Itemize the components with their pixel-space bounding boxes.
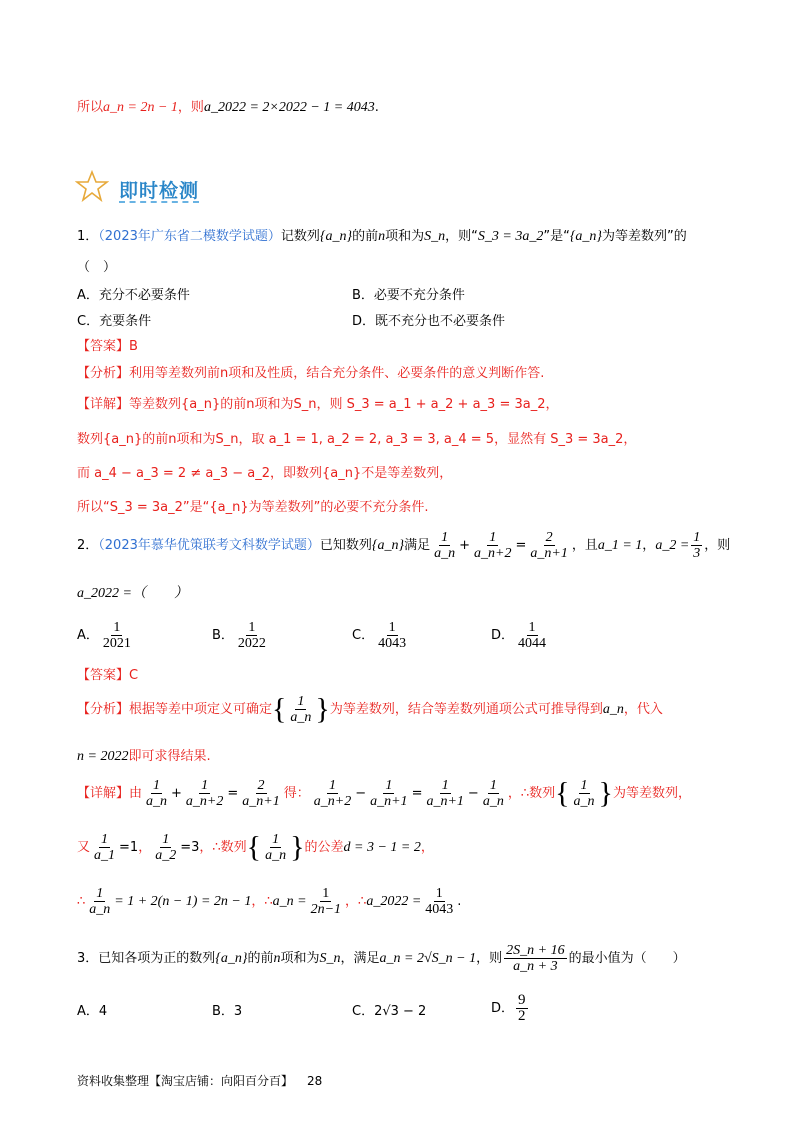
- q3-option-d: D． $\frac{9}{2}$: [491, 992, 526, 1024]
- formula-an: a_n = 2n − 1: [103, 100, 178, 115]
- q1-option-c: C．充要条件: [77, 314, 152, 329]
- q2-analysis-2: n = 2022即可求得结果.: [77, 749, 211, 764]
- title-underline: [119, 201, 199, 203]
- q1-source: （2023年广东省二模数学试题）: [98, 229, 281, 244]
- q3-stem: 3．已知各项为正的数列{a_n}的前n项和为S_n，满足a_n = 2√S_n − 1，则 $\frac{2S\_n + 16}{a\_n + 3}$ 的最小值为（ ）: [77, 943, 686, 974]
- q3-option-a: A．4: [77, 1004, 108, 1019]
- q2-detail-2: 又 $\frac{1}{a\_1}$ =1， $\frac{1}{a\_2}$ =3，∴数列{ $\frac{1}{a\_n}$ }的公差d = 3 − 1 = 2，: [77, 830, 434, 864]
- q2-ask: a_2022 =（ ）: [77, 586, 188, 601]
- q1-stem: 1．（2023年广东省二模数学试题）记数列{a_n}的前n项和为S_n，则“S_3 = 3a_2”是“{a_n}为等差数列”的: [77, 229, 687, 244]
- formula-a2022: a_2022 = 2×2022 − 1 = 4043: [203, 100, 375, 115]
- page-number: 28: [307, 1074, 323, 1088]
- q1-detail-3: 而 a_4 − a_3 = 2 ≠ a_3 − a_2，即数列{a_n}不是等差数列，: [77, 466, 453, 481]
- section-title: 即时检测: [119, 180, 200, 202]
- q1-detail-2: 数列{a_n}的前n项和为S_n，取 a_1 = 1, a_2 = 2, a_3 = 3, a_4 = 5，显然有 S_3 = 3a_2，: [77, 432, 637, 447]
- q3-option-c: C．2√3 − 2: [352, 1004, 427, 1019]
- q2-detail-1: 【详解】由 $\frac{1}{a\_n}$ + $\frac{1}{a\_n+2}$ = $\frac{2}{a\_n+1}$ 得： $\frac{1}{a\_n+2}$ − $\frac{1}{a\_n+1}$ = $\frac{1}{a\_n+1}$ − $\frac{1}{a\_n}$ ，∴数列{ $\frac{1}{a\_n}$ }为等差数列，: [77, 776, 691, 810]
- q1-paren: （ ）: [77, 260, 117, 275]
- q2-analysis: 【分析】根据等差中项定义可确定{ $\frac{1}{a\_n}$ }为等差数列，结合等差数列通项公式可推导得到a_n，代入: [77, 692, 663, 726]
- section-header: [75, 170, 109, 202]
- q2-option-d: D． $\frac{1}{4044}$: [491, 620, 547, 651]
- q2-option-b: B． $\frac{1}{2022}$: [212, 620, 266, 651]
- q2-answer: 【答案】C: [77, 668, 139, 683]
- q2-stem: 2．（2023年慕华优策联考文科数学试题）已知数列{a_n}满足 $\frac{1}{a\_n}$ + $\frac{1}{a\_n+2}$ = $\frac{2}{a\_n+1}$ ，且a_1 = 1，a_2 = $\frac{1}{3}$ ，则: [77, 530, 731, 561]
- top-line: 所以a_n = 2n − 1，则a_2022 = 2×2022 − 1 = 4043.: [77, 100, 379, 115]
- q1-analysis: 【分析】利用等差数列前n项和及性质，结合充分条件、必要条件的意义判断作答.: [77, 366, 545, 381]
- q1-answer: 【答案】B: [77, 339, 138, 354]
- q2-option-c: C． $\frac{1}{4043}$: [352, 620, 407, 651]
- q1-detail-4: 所以“S_3 = 3a_2”是“{a_n}为等差数列”的必要不充分条件.: [77, 500, 429, 515]
- star-icon: [75, 170, 109, 202]
- q2-option-a: A． $\frac{1}{2021}$: [77, 620, 131, 651]
- footer: [77, 1072, 322, 1089]
- q2-detail-3: ∴ $\frac{1}{a\_n}$ = 1 + 2(n − 1) = 2n − 1，∴a_n = $\frac{1}{2n-1}$ ，∴a_2022 = $\frac{1}{4043}$ .: [77, 886, 462, 917]
- q2-source: （2023年慕华优策联考文科数学试题）: [98, 538, 320, 553]
- q3-option-b: B．3: [212, 1004, 243, 1019]
- q1-detail-1: 【详解】等差数列{a_n}的前n项和为S_n，则 S_3 = a_1 + a_2 + a_3 = 3a_2，: [77, 397, 559, 412]
- q1-option-a: A．充分不必要条件: [77, 288, 190, 303]
- q1-option-d: D．既不充分也不必要条件: [352, 314, 506, 329]
- q1-option-b: B．必要不充分条件: [352, 288, 465, 303]
- footer-text: 资料收集整理【淘宝店铺：向阳百分百】: [77, 1074, 294, 1088]
